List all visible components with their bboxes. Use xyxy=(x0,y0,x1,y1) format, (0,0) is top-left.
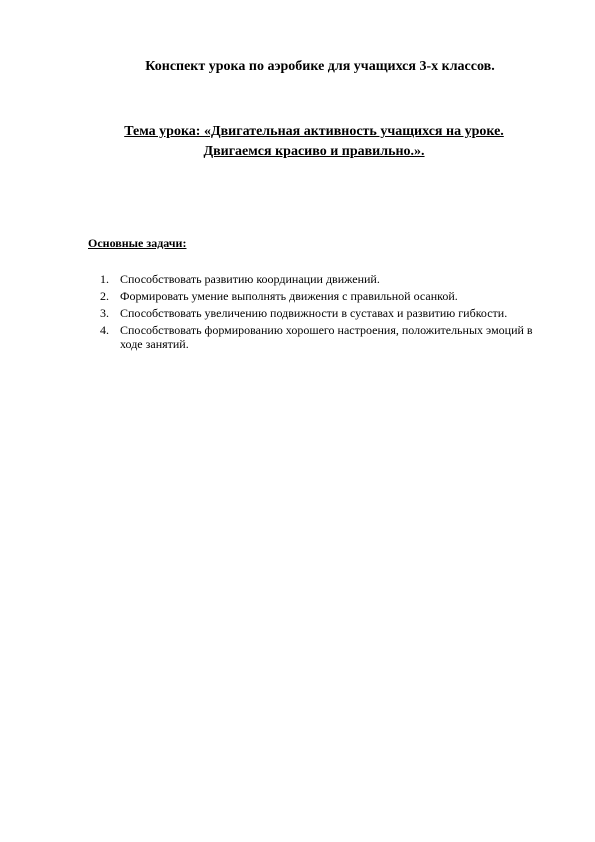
task-number: 2. xyxy=(100,289,109,303)
task-number: 3. xyxy=(100,306,109,320)
lesson-topic xyxy=(60,122,568,162)
lesson-topic-line-1: Тема урока: «Двигательная активность учащихся на уроке. xyxy=(124,124,504,139)
task-number: 4. xyxy=(100,323,109,337)
task-number: 1. xyxy=(100,272,109,286)
task-item-2 xyxy=(100,289,550,303)
lesson-topic-line-2: Двигаемся красиво и правильно.». xyxy=(203,144,425,159)
task-text: Формировать умение выполнять движения с правильной осанкой. xyxy=(120,289,458,303)
task-item-4 xyxy=(100,323,550,351)
tasks-heading: Основные задачи: xyxy=(88,236,187,250)
task-item-3 xyxy=(100,306,550,320)
document-title: Конспект урока по аэробике для учащихся 3-х классов. xyxy=(145,59,495,74)
task-item-1 xyxy=(100,272,550,286)
tasks-list xyxy=(100,272,550,354)
task-text: Способствовать формированию хорошего настроения, положительных эмоций в ходе занятий. xyxy=(120,323,533,351)
task-text: Способствовать увеличению подвижности в суставах и развитию гибкости. xyxy=(120,306,508,320)
task-text: Способствовать развитию координации движений. xyxy=(120,272,380,286)
